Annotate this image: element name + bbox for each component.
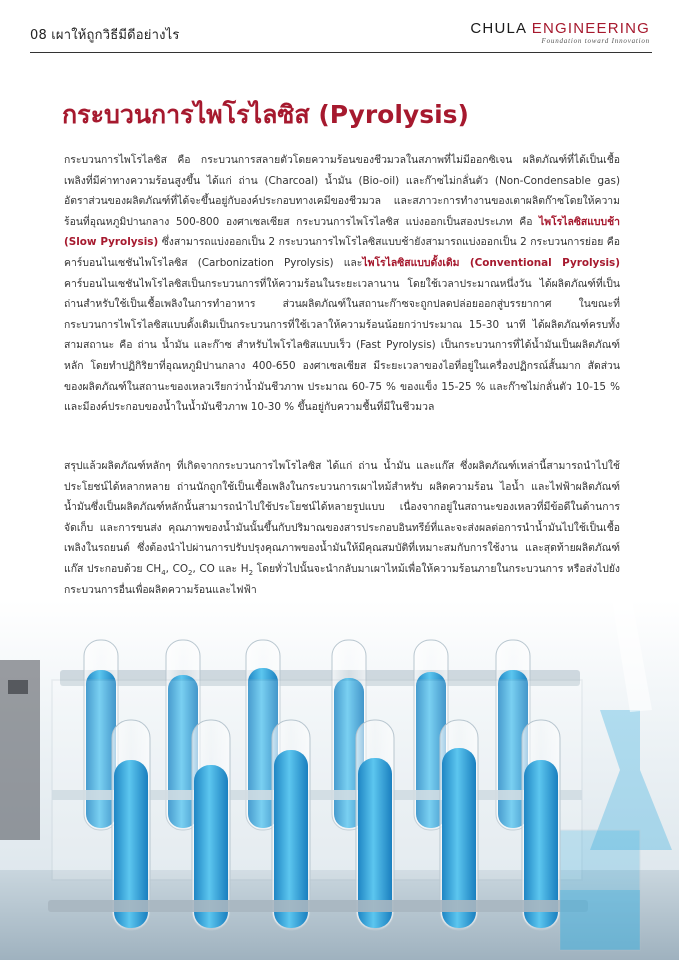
logo-engineering-text: ENGINEERING (531, 20, 650, 37)
paragraph-1 (64, 150, 620, 418)
page-label: 08 เผาให้ถูกวิธีมีดีอย่างไร (30, 28, 180, 43)
paragraph-2-text-b: โดยทั่วไปนั้นจะนำกลับมาเผาไหม้เพื่อให้ความร้อนภายในกระบวนการ หรือส่งไปยังกระบวนการอื่นเพื่อผลิตความร้อนและไฟฟ้า (64, 562, 620, 596)
article-title: กระบวนการไพโรไลซิส (Pyrolysis) (62, 100, 469, 129)
formula-ch4: $CH_4$ (146, 562, 166, 578)
highlight-conventional-pyrolysis: ไพโรไลซิสแบบดั้งเดิม (Conventional Pyrolysis) (362, 256, 620, 269)
test-tubes-photo (0, 600, 679, 960)
formula-h2: $H_2$ (240, 562, 254, 578)
paragraph-1-text-a: กระบวนการไพโรไลซิส คือ กระบวนการสลายตัวโดยความร้อนของชีวมวลในสภาพที่ไม่มีออกซิเจน ผลิตภัณฑ์ที่ได้เป็นเชื้อเพลิงที่มีค่าทางความร้อนสูงขึ้น ได้แก่ ถ่าน (Charcoal) น้ำมัน (Bio-oil) และก๊าซไม่กลั่นตัว (Non-Condensable gas) อัตราส่วนของผลิตภัณฑ์ที่ได้จะขึ้นอยู่กับองค์ประกอบทางเคมีของชีวมวล และสภาวะการทำงานของเตาผลิตก๊าซโดยให้ความร้อนที่อุณหภูมิปานกลาง 500-800 องศาเซลเซียส กระบวนการไพโรไลซิส แบ่งออกเป็นสองประเภท คือ (64, 154, 620, 228)
paragraph-2: สรุปแล้วผลิตภัณฑ์หลักๆ ที่เกิดจากกระบวนการไพโรไลซิส ได้แก่ ถ่าน น้ำมัน และแก๊ส ซึ่งผลิตภัณฑ์เหล่านี้สามารถนำไปใช้ประโยชน์ได้หลากหลาย ถ่านนักถูกใช้เป็นเชื้อเพลิงในกระบวนการเผาไหม้สำหรับ ผลิตความร้อน ไอน้ำ และไฟฟ้าผลิตภัณฑ์น้ำมันซึ่งเป็นผลิตภัณฑ์หลักนั้นสามารถนำไปใช้ประโยชน์ได้หลายรูปแบบ เนื่องจากอยู่ในสถานะของเหลวที่มีข้อดีในด้านการจัดเก็บ และการขนส่ง คุณภาพของน้ำมันนั้นขึ้นกับปริมาณของสารประกอบอินทรีย์ที่และจะส่งผลต่อการนำน้ำมันไปใช้เป็นเชื้อเพลิงในรถยนต์ ซึ่งต้องนำไปผ่านการปรับปรุงคุณภาพของน้ำมันให้มีคุณสมบัติที่เหมาะสมกับการใช้งาน และสุดท้ายผลิตภัณฑ์แก๊ส ประกอบด้วย $CH_4$, $CO_2$, CO และ $H_2$ โดยทั่วไปนั้นจะนำกลับมาเผาไหม้เพื่อให้ความร้อนภายในกระบวนการ หรือส่งไปยังกระบวนการอื่นเพื่อผลิตความร้อนและไฟฟ้า (64, 460, 620, 596)
page-header (30, 18, 650, 52)
header-divider (30, 52, 652, 53)
logo-tagline: Foundation toward Innovation (541, 37, 650, 45)
paragraph-1-text-b: ซึ่งสามารถแบ่งออกเป็น 2 กระบวนการไพโรไลซิสแบบช้ายังสามารถแบ่งออกเป็น 2 กระบวนการย่อย คือ คาร์บอนไนเซชันไพโรไลซิส (Carbonization Pyrolysis) และ (64, 236, 620, 269)
chula-engineering-logo (470, 20, 650, 45)
paragraph-1-text-c: คาร์บอนไนเซชันไพโรไลซิสเป็นกระบวนการที่ให้ความร้อนในระยะเวลานาน โดยใช้เวลาประมาณหนึ่งวัน ได้ผลิตภัณฑ์ที่เป็นถ่านสำหรับใช้เป็นเชื้อเพลิงในการทำอาหาร ส่วนผลิตภัณฑ์ในสถานะก๊าซจะถูกปลดปล่อยออกสู่บรรยากาศ ในขณะที่กระบวนการไพโรไลซิสแบบดั้งเดิมเป็นกระบวนการที่ใช้เวลาให้ความร้อนน้อยกว่าประมาณ 15-30 นาที ได้ผลิตภัณฑ์ครบทั้งสามสถานะ คือ ถ่าน น้ำมัน และก๊าซ สำหรับไพโรไลซิสแบบเร็ว (Fast Pyrolysis) เป็นกระบวนการที่ได้น้ำมันเป็นผลิตภัณฑ์หลัก โดยทำปฏิกิริยาที่อุณหภูมิปานกลาง 400-650 องศาเซลเซียส มีระยะเวลาของไอที่อยู่ในเครื่องปฏิกรณ์สั้นมาก สัดส่วนของผลิตภัณฑ์ในสถานะของเหลวเรียกว่าน้ำมันชีวภาพ ประมาณ 60-75 % ของแข็ง 15-25 % และก๊าซไม่กลั่นตัว 10-15 % และมีองค์ประกอบของน้ำในน้ำมันชีวภาพ 10-30 % ขึ้นอยู่กับความชื้นที่มีในชีวมวล (64, 277, 620, 414)
paragraph-2-text-a: สรุปแล้วผลิตภัณฑ์หลักๆ ที่เกิดจากกระบวนการไพโรไลซิส ได้แก่ ถ่าน น้ำมัน และแก๊ส ซึ่งผลิตภัณฑ์เหล่านี้สามารถนำไปใช้ประโยชน์ได้หลากหลาย ถ่านนักถูกใช้เป็นเชื้อเพลิงในกระบวนการเผาไหม้สำหรับ ผลิตความร้อน ไอน้ำ และไฟฟ้าผลิตภัณฑ์น้ำมันซึ่งเป็นผลิตภัณฑ์หลักนั้นสามารถนำไปใช้ประโยชน์ได้หลายรูปแบบ เนื่องจากอยู่ในสถานะของเหลวที่มีข้อดีในด้านการจัดเก็บ และการขนส่ง คุณภาพของน้ำมันนั้นขึ้นกับปริมาณของสารประกอบอินทรีย์ที่และจะส่งผลต่อการนำน้ำมันไปใช้เป็นเชื้อเพลิงในรถยนต์ ซึ่งต้องนำไปผ่านการปรับปรุงคุณภาพของน้ำมันให้มีคุณสมบัติที่เหมาะสมกับการใช้งาน และสุดท้ายผลิตภัณฑ์แก๊ส ประกอบด้วย (64, 460, 620, 575)
highlight-slow-pyrolysis: ไพโรไลซิสแบบช้า (Slow Pyrolysis) (64, 215, 620, 249)
logo-chula-text: CHULA (470, 20, 527, 37)
formula-co2: $CO_2$ (172, 562, 193, 578)
